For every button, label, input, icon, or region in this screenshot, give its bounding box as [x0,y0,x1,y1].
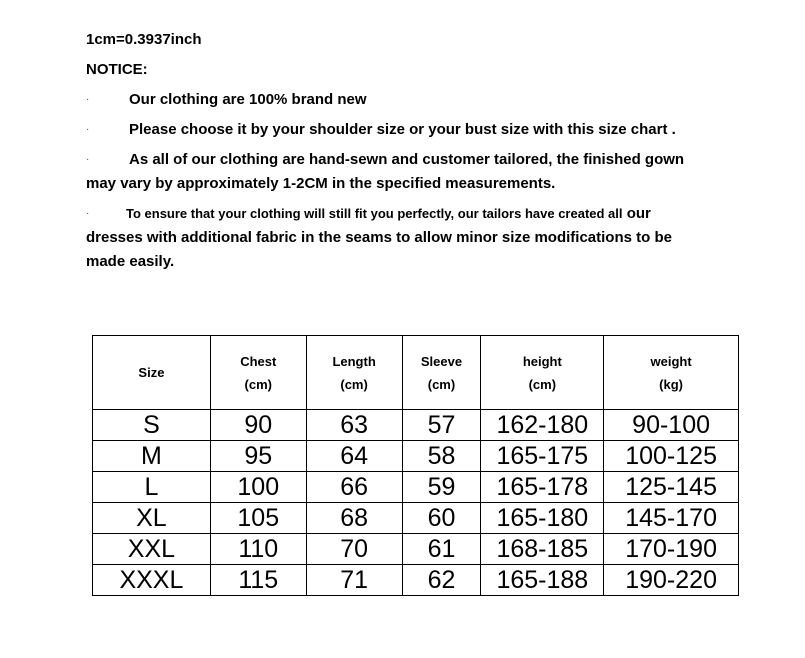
notice-item-4-text-line2: dresses with additional fabric in the seams to allow minor size modifications to be [86,229,672,246]
header-size-label: Size [138,365,165,380]
cell-chest: 90 [210,410,306,441]
cell-chest: 95 [210,441,306,472]
cell-length: 66 [306,472,402,503]
cell-weight: 90-100 [604,410,739,441]
table-header-row [93,336,739,410]
header-size [93,336,211,410]
cell-chest: 110 [210,534,306,565]
cell-height: 165-175 [481,441,604,472]
cell-sleeve: 60 [402,503,481,534]
cell-size: L [93,472,211,503]
cell-sleeve: 57 [402,410,481,441]
notice-item-2 [86,118,786,142]
unit-conversion: 1cm=0.3937inch [86,31,202,48]
bullet-icon: · [86,94,90,105]
notice-item-1-text: Our clothing are 100% brand new [129,91,367,108]
header-height [481,336,604,410]
header-weight-unit: (kg) [659,376,684,392]
cell-weight: 190-220 [604,565,739,596]
table-row [93,565,739,596]
header-length [306,336,402,410]
cell-weight: 170-190 [604,534,739,565]
cell-size: XXL [93,534,211,565]
cell-height: 165-178 [481,472,604,503]
bullet-icon: · [86,124,90,135]
notice-item-4-text-big: our [626,205,651,222]
table-row [93,503,739,534]
notice-item-4-text-small: To ensure that your clothing will still fit you perfectly, our tailors have created all [126,206,623,221]
table-row [93,410,739,441]
cell-sleeve: 58 [402,441,481,472]
cell-height: 162-180 [481,410,604,441]
header-weight [604,336,739,410]
header-sleeve [402,336,481,410]
cell-height: 165-180 [481,503,604,534]
cell-weight: 100-125 [604,441,739,472]
cell-chest: 100 [210,472,306,503]
cell-weight: 125-145 [604,472,739,503]
cell-weight: 145-170 [604,503,739,534]
notice-item-3-text-line2: may vary by approximately 1-2CM in the specified measurements. [86,175,556,192]
cell-size: S [93,410,211,441]
notice-item-4-text-line3: made easily. [86,253,175,270]
cell-sleeve: 62 [402,565,481,596]
notice-section [86,28,786,274]
cell-size: XL [93,503,211,534]
cell-size: XXXL [93,565,211,596]
cell-height: 165-188 [481,565,604,596]
cell-chest: 105 [210,503,306,534]
header-length-unit: (cm) [340,376,368,392]
header-height-unit: (cm) [528,376,557,392]
cell-chest: 115 [210,565,306,596]
notice-item-4 [86,202,786,274]
header-weight-label: weight [650,353,692,369]
header-chest-label: Chest [240,353,277,369]
cell-size: M [93,441,211,472]
table-row [93,534,739,565]
header-chest [210,336,306,410]
cell-length: 64 [306,441,402,472]
header-sleeve-unit: (cm) [427,376,456,392]
header-height-label: height [522,353,562,369]
cell-sleeve: 61 [402,534,481,565]
notice-label: NOTICE: [86,61,148,78]
size-chart-table [92,335,739,596]
cell-length: 63 [306,410,402,441]
header-sleeve-label: Sleeve [420,353,463,369]
cell-length: 68 [306,503,402,534]
header-length-label: Length [332,353,376,369]
notice-item-3 [86,148,786,196]
cell-sleeve: 59 [402,472,481,503]
bullet-icon: · [86,208,90,219]
cell-length: 71 [306,565,402,596]
notice-item-2-text: Please choose it by your shoulder size or your bust size with this size chart . [129,121,676,138]
bullet-icon: · [86,154,90,165]
header-chest-unit: (cm) [244,376,272,392]
table-row [93,441,739,472]
cell-length: 70 [306,534,402,565]
notice-item-3-text-line1: As all of our clothing are hand-sewn and customer tailored, the finished gown [129,151,685,168]
cell-height: 168-185 [481,534,604,565]
table-row [93,472,739,503]
notice-item-1 [86,88,786,112]
